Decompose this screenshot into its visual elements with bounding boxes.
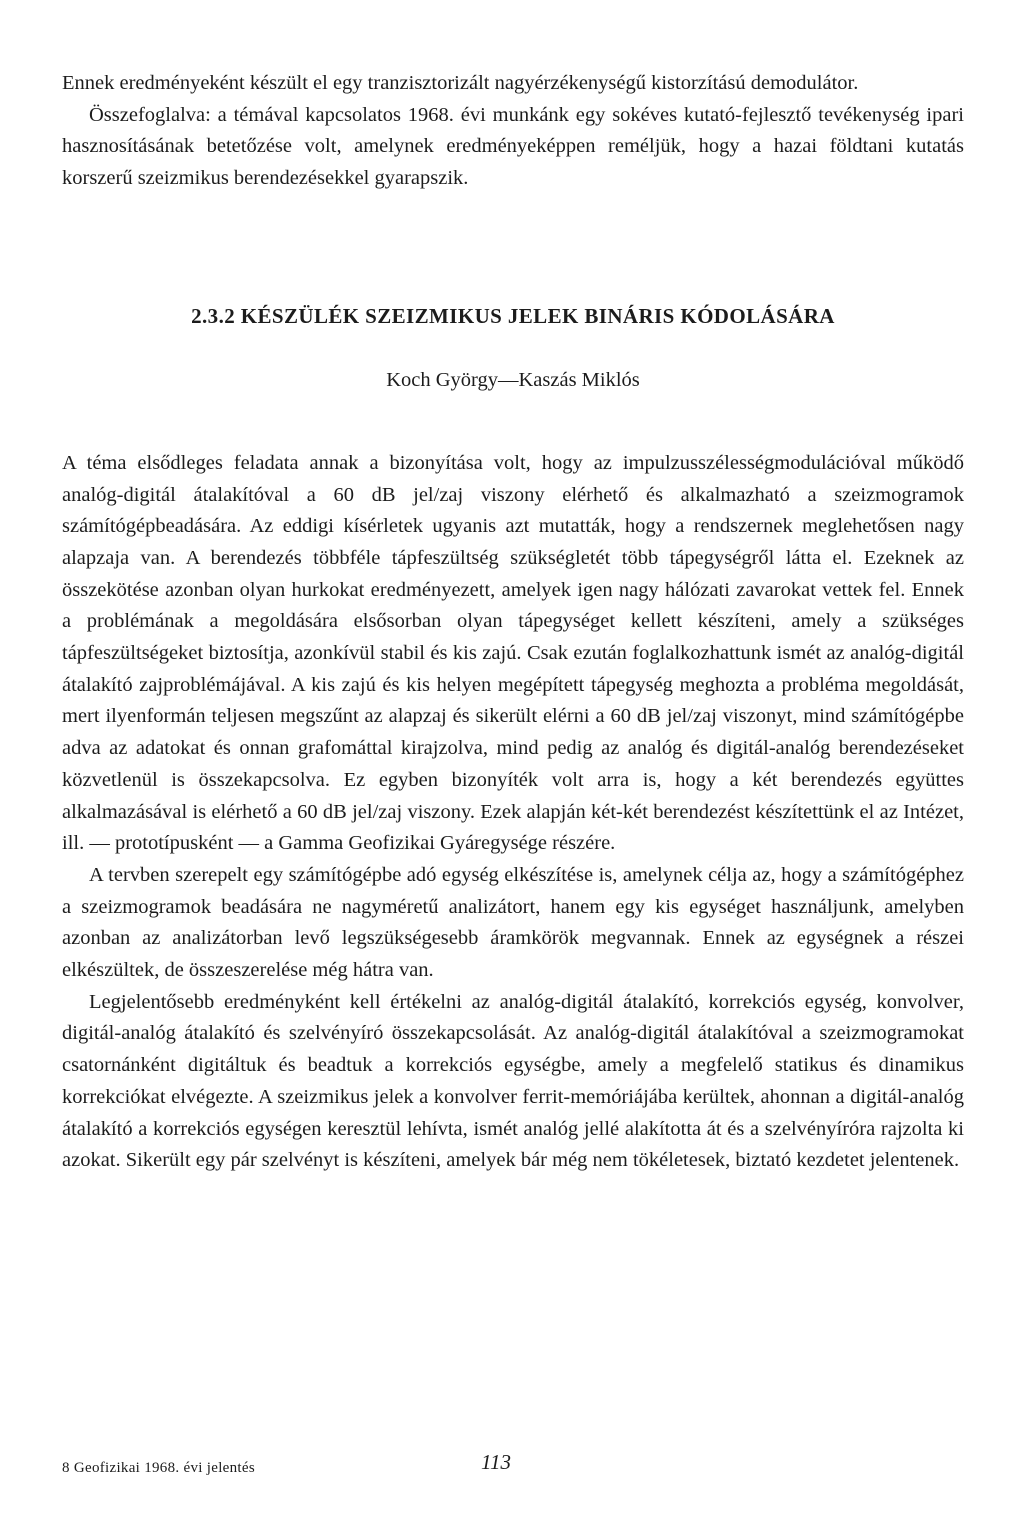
body-paragraph-1: A téma elsődleges feladata annak a bizonyítása volt, hogy az impulzusszélességmodulációval működő analóg-digitál átalakítóval a 60 dB jel/zaj viszony elérhető és alkalmazható a szeizmogramok számítógépbeadására. Az eddigi kísérletek ugyanis azt mutatták, hogy a rendszernek meglehetősen nagy alapzaja van. A berendezés többféle tápfeszültség szükségletét több tápegységről látta el. Ezeknek az összekötése azonban olyan hurkokat eredményezett, amelyek igen nagy hálózati zavarokat vettek fel. Ennek a problémának a megoldására elsősorban olyan tápegységet kellett készíteni, amely a szükséges tápfeszültségeket biztosítja, azonkívül stabil és kis zajú. Csak ezután foglalkozhattunk ismét az analóg-digitál átalakító zajproblémájával. A kis zajú és kis helyen megépített tápegység meghozta a probléma megoldását, mert ilyenformán teljesen megszűnt az alapzaj és sikerült elérni a 60 dB jel/zaj viszonyt, mind számítógépbe adva az adatokat és onnan grafomáttal kirajzolva, mind pedig az analóg és digitál-analóg berendezéseket közvetlenül is összekapcsolva. Ez egyben bizonyíték volt arra is, hogy a két berendezés együttes alkalmazásával is elérhető a 60 dB jel/zaj viszony. Ezek alapján két-két berendezést készítettünk el az Intézet, ill. — prototípusként — a Gamma Geofizikai Gyáregysége részére. (62, 451, 964, 855)
section-body (62, 448, 964, 1177)
page-number: 113 (481, 1450, 511, 1474)
intro-paragraph-2: Összefoglalva: a témával kapcsolatos 1968. évi munkánk egy sokéves kutató-fejlesztő tevékenység ipari hasznosításának betetőzése volt, amelynek eredményeképpen reméljük, hogy a hazai földtani kutatás korszerű szeizmikus berendezésekkel gyarapszik. (62, 103, 964, 190)
document-page (62, 68, 964, 1177)
body-paragraph-2: A tervben szerepelt egy számítógépbe adó egység elkészítése is, amelynek célja az, hogy a számítógéphez a szeizmogramok beadására ne nagyméretű analizátort, hanem egy kis egységet használjunk, amelyben azonban az analizátorban levő legszükségesebb áramkörök megvannak. Ennek az egységnek a részei elkészültek, de összeszerelése még hátra van. (62, 863, 964, 982)
section-authors: Koch György—Kaszás Miklós (386, 368, 640, 391)
intro-paragraph-1: Ennek eredményeként készült el egy tranzisztorizált nagyérzékenységű kistorzítású demodulátor. (62, 72, 859, 94)
footer-publication: 8 Geofizikai 1968. évi jelentés (62, 1460, 255, 1476)
section-heading: 2.3.2 KÉSZÜLÉK SZEIZMIKUS JELEK BINÁRIS KÓDOLÁSÁRA (191, 303, 835, 328)
body-paragraph-3: Legjelentősebb eredményként kell értékelni az analóg-digitál átalakító, korrekciós egység, konvolver, digitál-analóg átalakító és szelvényíró összekapcsolását. Az analóg-digitál átalakítóval a szeizmogramokat csatornánként digitáltuk és beadtuk a korrekciós egységbe, amely a megfelelő statikus és dinamikus korrekciókat elvégezte. A szeizmikus jelek a konvolver ferrit-memóriájába kerültek, ahonnan a digitál-analóg átalakító a korrekciós egységen keresztül lehívta, ismét analóg jellé alakította át és a szelvényírórа rajzolta ki azokat. Sikerült egy pár szelvényt is készíteni, amelyek bár még nem tökéletesek, biztató kezdetet jelentenek. (62, 990, 964, 1172)
